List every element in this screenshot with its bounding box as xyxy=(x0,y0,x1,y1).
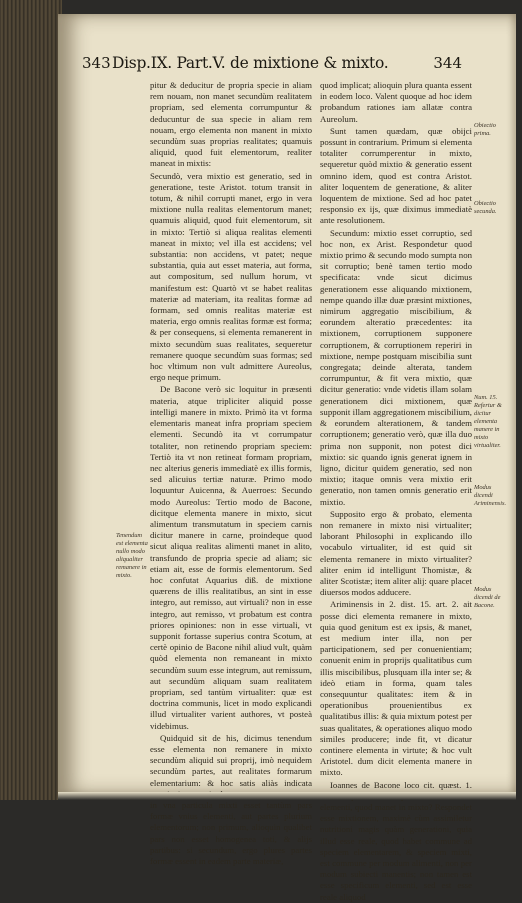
page-number-right: 344 xyxy=(433,54,462,72)
margin-note-right: Obiectio prima. xyxy=(474,122,497,137)
paragraph: Ioannes de Bacone loco cit. quæst. 1. elementi, quod manet in mixto? Respondet esse mixtionem, maximè cùm assimiletur nutritioni magis quàm generationi, quia illud esse reale, quod habet commune ad speciem elementarem, & speciem mixti, est commune per modum alimenti, non per modum subiecti manentis; non tamen est esse specificum elementi, sed est esse reale aliquod xyxy=(320,779,472,902)
margin-note-right: Obiectio secunda. xyxy=(474,200,497,215)
book-page-edges xyxy=(0,0,62,800)
running-title: Disp.IX. Part.V. de mixtione & mixto. xyxy=(112,54,389,72)
paragraph: Supposito ergo & probato, elementa non remanere in mixto nisi virtualiter; laborant Philosophi in explicando illo vocabulo virtualiter, id est quid sit elementa remanere in mixto virtualiter? aliter enim id intelligunt Thomistæ, & aliter Scotistæ; item aliter alij: quare placet diuersos modos adducere. xyxy=(320,508,472,598)
margin-note-left: Tenendum est elementa nullo modo aliqualiter remanere in mixto. xyxy=(116,532,148,579)
paragraph: Sunt tamen quædam, quæ obijci possunt in contrarium. Primum si elementa totaliter corrumperentur in mixto, sequeretur quòd mixtio & generatio essent omnino idem, quod est contra Aristot. aliter loquentem de generatione, & aliter loquentem de mixtione. Sed ad hoc patet responsio ex ijs, quæ diximus immediatè ante resolutionem. xyxy=(320,125,472,226)
text-column-left xyxy=(150,80,312,867)
paragraph: De Bacone verò sic loquitur in præsenti materia, atque tripliciter aliquid posse intelligi manere in mixto. Primò ita vt forma elementaris maneat infra propriam speciem elementi. Secundò ita vt corrumpatur totaliter, non retinendo propriam speciem: Tertiò ita vt non retineat formam propriam, nec alterius generis immediatè ex illis formis, sed alicuius tertiæ naturæ. Primo modo loquuntur Auicenna, & Auerroes: Secundo modo Aureolus: Tertio modo de Bacone, dicitque elementa manere in mixto, sicut alimentum transmutatum in speciem carnis dicitur manere in carne, proindeque quod sicut aliqua realitas alimenti manet in alito, transfundo de propria specie ad aliam; sic etiam ait, esse de formis elementorum. Sed hoc confutat Aquarius diß. de mixtione quærens de illis realitatibus, an sint in esse integro, aut remisso, aut virtuali? non in esse integro, aut remisso, vt probatum est contra priores opiniones: non in esse virtuali, vt supponit fortasse superius contra Scotum, at certè opinio de Bacone nihil aliud vult, quàm quòd elementa non remaneant in mixto secundùm suum esse integrum, aut remissum, aut secundùm aliquam suam realitatem propriam, sed tantùm virtualiter: quæ est doctrina communis, licet in modo explicandi illud virtualiter varient authores, vt posteà videbimus. xyxy=(150,384,312,731)
margin-note-right: Modus dicendi Ariminensis. xyxy=(474,484,507,507)
paragraph: quod implicat; alioquin plura quanta essent in eodem loco. Valent quoque ad hoc idem probandum rationes iam allatæ contra Aureolum. xyxy=(320,80,472,124)
margin-note-right: Modus dicendi de Bacone. xyxy=(474,586,501,609)
text-column-right xyxy=(320,80,472,902)
paragraph: Ariminensis in 2. dist. 15. art. 2. ait posse dici elementa remanere in mixto, quia quod genitum est ex ipsis, & manet, est medium inter illa, non per participationem, sed per conuenientiam; conuenit enim in proprijs qualitatibus cum illis miscibilibus, plusquam illa inter se; & ideò etiam in forma, quam tales consequuntur qualitates: item & in operationibus prouenientibus ex qualitatibus illis: & quia mixtum potest per suas qualitates, & operationes aliquo modo similes producere; inde fit, vt dicatur continere elementa in virtute; & hoc vult Aristotel. dum dicit elementa manere in mixto. xyxy=(320,599,472,778)
margin-note-right: Num. 15. Refertur & dicitur elementa manere in mixto virtualiter. xyxy=(474,394,502,449)
page-number-left: 343 xyxy=(82,54,111,72)
page-bottom-shadow xyxy=(58,792,516,800)
paragraph: Secundum: mixtio esset corruptio, sed hoc non, ex Arist. Respondetur quod mixtio primo & secundo modo sumpta non sit corruptio; benè tamen tertio modo specificata: vnde sicut dicimus generationem esse aliquando mixtionem, nempe quando illæ duæ præsint mixtiones, nimirum aggregatio miscibilium, & eorundem alteratio præcedentes: ita mixtionem, corruptionem supponere corruptionem, & corruptionem reperiri in mixtione, nempe postquam miscibilia sunt congregata; deinde alterata, tandem corrumpuntur, & fit vera mixtio, quæ dicitur generatio: vnde videtis illam solam generationem dici mixtionem, quæ supponit illam aggregationem miscibilium, & eorundem alterationem, & tandem corruptionem; generatio verò, quæ illa duo prima non supponit, non potest dici mixtio: sic quando ignis generat ignem in ligno, dicitur quidem generatio, sed non mixtio; itaque omnis vera mixtio erit generatio, non tamen omnis generatio erit mixtio. xyxy=(320,227,472,507)
paragraph: Secundò, vera mixtio est generatio, sed in generatione, teste Aristot. totum transit in totum, & nihil corrupti manet, ergo in vera mixtione nulla realitas elementorum manet; quamuis aliquid, quod fuit elementorum, sit in mixto: Tertiò si aliqua realitas elementi maneat in mixto; vel illa est accidens; vel substantia: non accidens, vt patet; neque substantia, quia aut esset materia, aut forma, aut compositum, sed nullum horum, vt manifestum est: Quartò vt se habet realitas materiæ ad materiam, ita realitas formæ ad formam, sed omnis realitas materiæ est materia, ergo omnis realitas formæ est forma; & per consequens, si elementa remanerent in mixto secundùm suas realitates, sequeretur remanere quoque secundùm suas formas; sed hoc vltimum non vult admittere Aureolus, ergo neque primum. xyxy=(150,170,312,383)
paragraph: pitur & deducitur de propria specie in aliam rem nouam, non manet secundùm realitatem propriam, sed elementa corrumpuntur & deducuntur de sua specie in aliam rem nouam, ergo elementa non manent in mixto secundùm suas proprias realitates; quamuis aliquid, quod fuit elementorum, realiter maneat in mixtis: xyxy=(150,80,312,169)
paragraph: Quidquid sit de his, dicimus tenendum esse elementa non remanere in mixto secundùm aliquid sui proprij, imò nequidem secundùm partes, aut realitates formarum elementarium: & hoc satis aliàs indicata in vna particula mixti esset tantùm pars formæ vnius elementi, aut partes plurium elementorum; non primum, alioquin qualibet pars non esset homogenea toti, & alijs partibus: si secundum, ergo plures partes formæ essent in eadem parte materiæ, xyxy=(150,732,312,867)
running-header xyxy=(82,54,462,76)
